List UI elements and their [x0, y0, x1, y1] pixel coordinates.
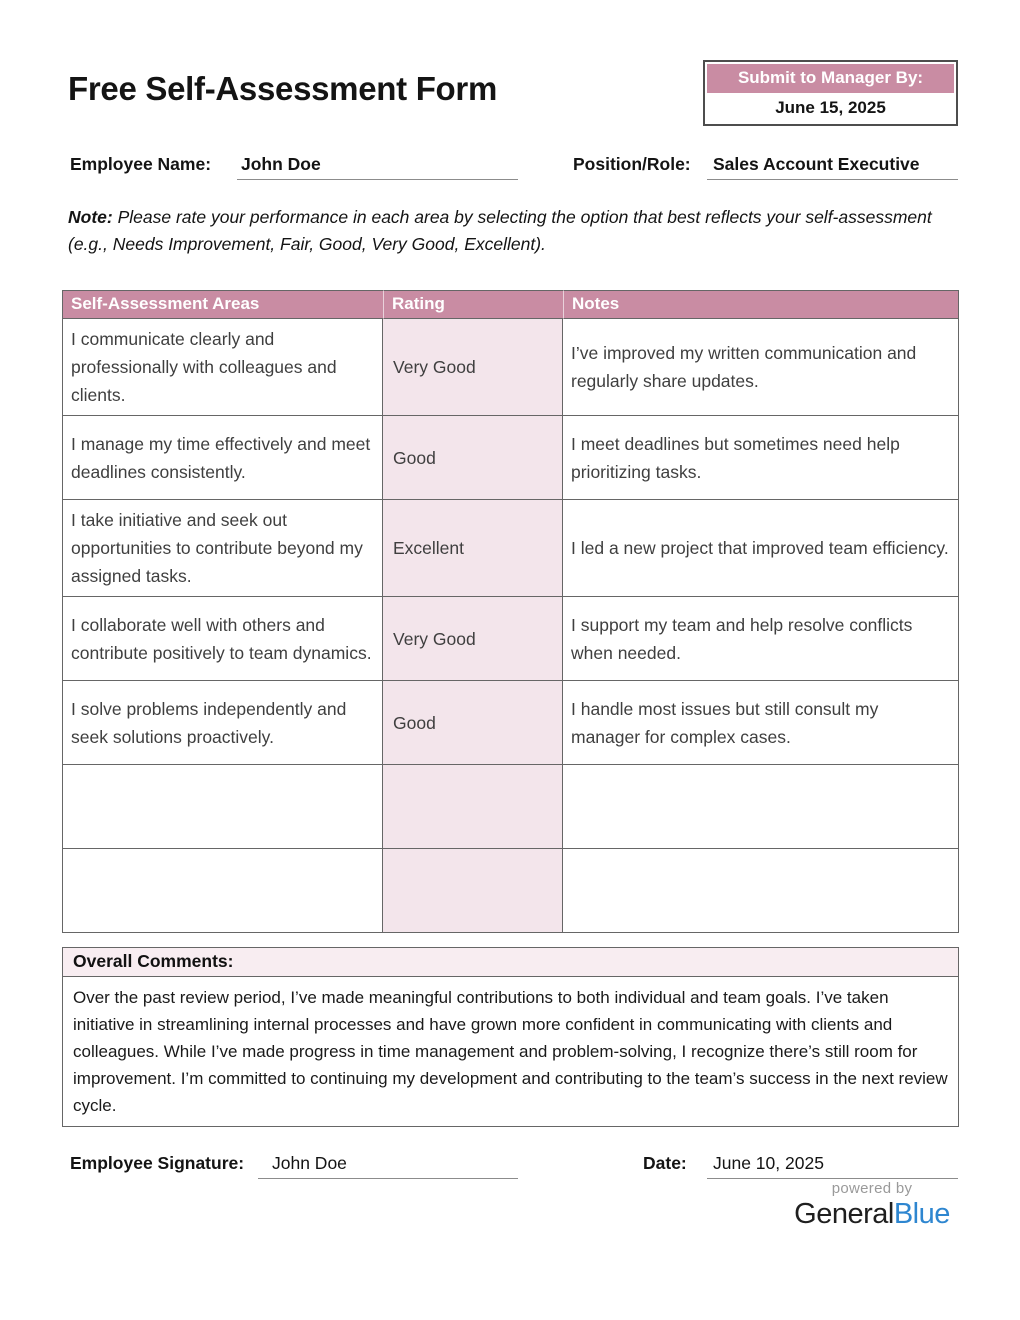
- note-text: Please rate your performance in each area by selecting the option that best reflects your self-assessment (e.g., Needs Improvement, Fair, Good, Very Good, Excellent).: [68, 207, 932, 254]
- notes-cell[interactable]: I’ve improved my written communication and regularly share updates.: [563, 319, 959, 416]
- rating-cell[interactable]: Very Good: [383, 597, 563, 681]
- header-rating: Rating: [383, 290, 563, 319]
- overall-comments-label: Overall Comments:: [62, 947, 959, 977]
- table-row: [62, 681, 959, 765]
- notes-cell[interactable]: [563, 849, 959, 933]
- header-areas: Self-Assessment Areas: [62, 290, 383, 319]
- overall-comments-field[interactable]: Over the past review period, I’ve made meaningful contributions to both individual and team goals. I’ve taken initiative in streamlining internal processes and have grown more confident in communicating with clients and colleagues. While I’ve made progress in time management and problem-solving, I recognize there’s still room for improvement. I’m committed to continuing my development and contributing to the team’s success in the next review cycle.: [62, 977, 959, 1127]
- overall-comments-section: [62, 947, 959, 1127]
- area-cell[interactable]: I manage my time effectively and meet deadlines consistently.: [62, 416, 383, 500]
- table-row-empty: [62, 765, 959, 849]
- employee-info-row: [0, 154, 1020, 184]
- submit-by-label: Submit to Manager By:: [707, 64, 954, 93]
- area-cell[interactable]: I communicate clearly and professionally with colleagues and clients.: [62, 319, 383, 416]
- submit-to-manager-box: [703, 60, 958, 126]
- position-role-field[interactable]: Sales Account Executive: [707, 152, 958, 180]
- area-cell[interactable]: I take initiative and seek out opportunities to contribute beyond my assigned tasks.: [62, 500, 383, 597]
- brand-general-text: General: [794, 1198, 894, 1230]
- position-role-label: Position/Role:: [573, 154, 691, 174]
- notes-cell[interactable]: I meet deadlines but sometimes need help prioritizing tasks.: [563, 416, 959, 500]
- employee-name-label: Employee Name:: [70, 154, 212, 174]
- rating-cell[interactable]: Good: [383, 416, 563, 500]
- table-header-row: [62, 290, 959, 319]
- area-cell[interactable]: I solve problems independently and seek solutions proactively.: [62, 681, 383, 765]
- page-title: Free Self-Assessment Form: [68, 70, 497, 107]
- notes-cell[interactable]: I support my team and help resolve conflicts when needed.: [563, 597, 959, 681]
- area-cell[interactable]: [62, 849, 383, 933]
- table-row: [62, 597, 959, 681]
- table-row: [62, 319, 959, 416]
- rating-cell[interactable]: Very Good: [383, 319, 563, 416]
- table-row: [62, 500, 959, 597]
- powered-by-text: powered by: [831, 1180, 913, 1197]
- employee-name-field[interactable]: John Doe: [237, 152, 518, 180]
- brand-blue-text: Blue: [893, 1198, 950, 1230]
- general-blue-brand: [786, 1180, 958, 1231]
- general-blue-logo: [786, 1198, 958, 1231]
- rating-cell[interactable]: Excellent: [383, 500, 563, 597]
- notes-cell[interactable]: [563, 765, 959, 849]
- note-prefix: Note:: [68, 207, 113, 227]
- date-label: Date:: [643, 1153, 687, 1173]
- employee-signature-field[interactable]: John Doe: [258, 1151, 518, 1179]
- header-notes: Notes: [563, 290, 959, 319]
- instructions-note: [68, 204, 960, 258]
- submit-by-date-field[interactable]: June 15, 2025: [705, 93, 956, 124]
- table-row: [62, 416, 959, 500]
- area-cell[interactable]: [62, 765, 383, 849]
- notes-cell[interactable]: I led a new project that improved team efficiency.: [563, 500, 959, 597]
- area-cell[interactable]: I collaborate well with others and contribute positively to team dynamics.: [62, 597, 383, 681]
- table-row-empty: [62, 849, 959, 933]
- rating-cell[interactable]: [383, 849, 563, 933]
- notes-cell[interactable]: I handle most issues but still consult my manager for complex cases.: [563, 681, 959, 765]
- rating-cell[interactable]: [383, 765, 563, 849]
- date-field[interactable]: June 10, 2025: [707, 1151, 958, 1179]
- rating-cell[interactable]: Good: [383, 681, 563, 765]
- employee-signature-label: Employee Signature:: [70, 1153, 245, 1173]
- self-assessment-table: [62, 290, 959, 933]
